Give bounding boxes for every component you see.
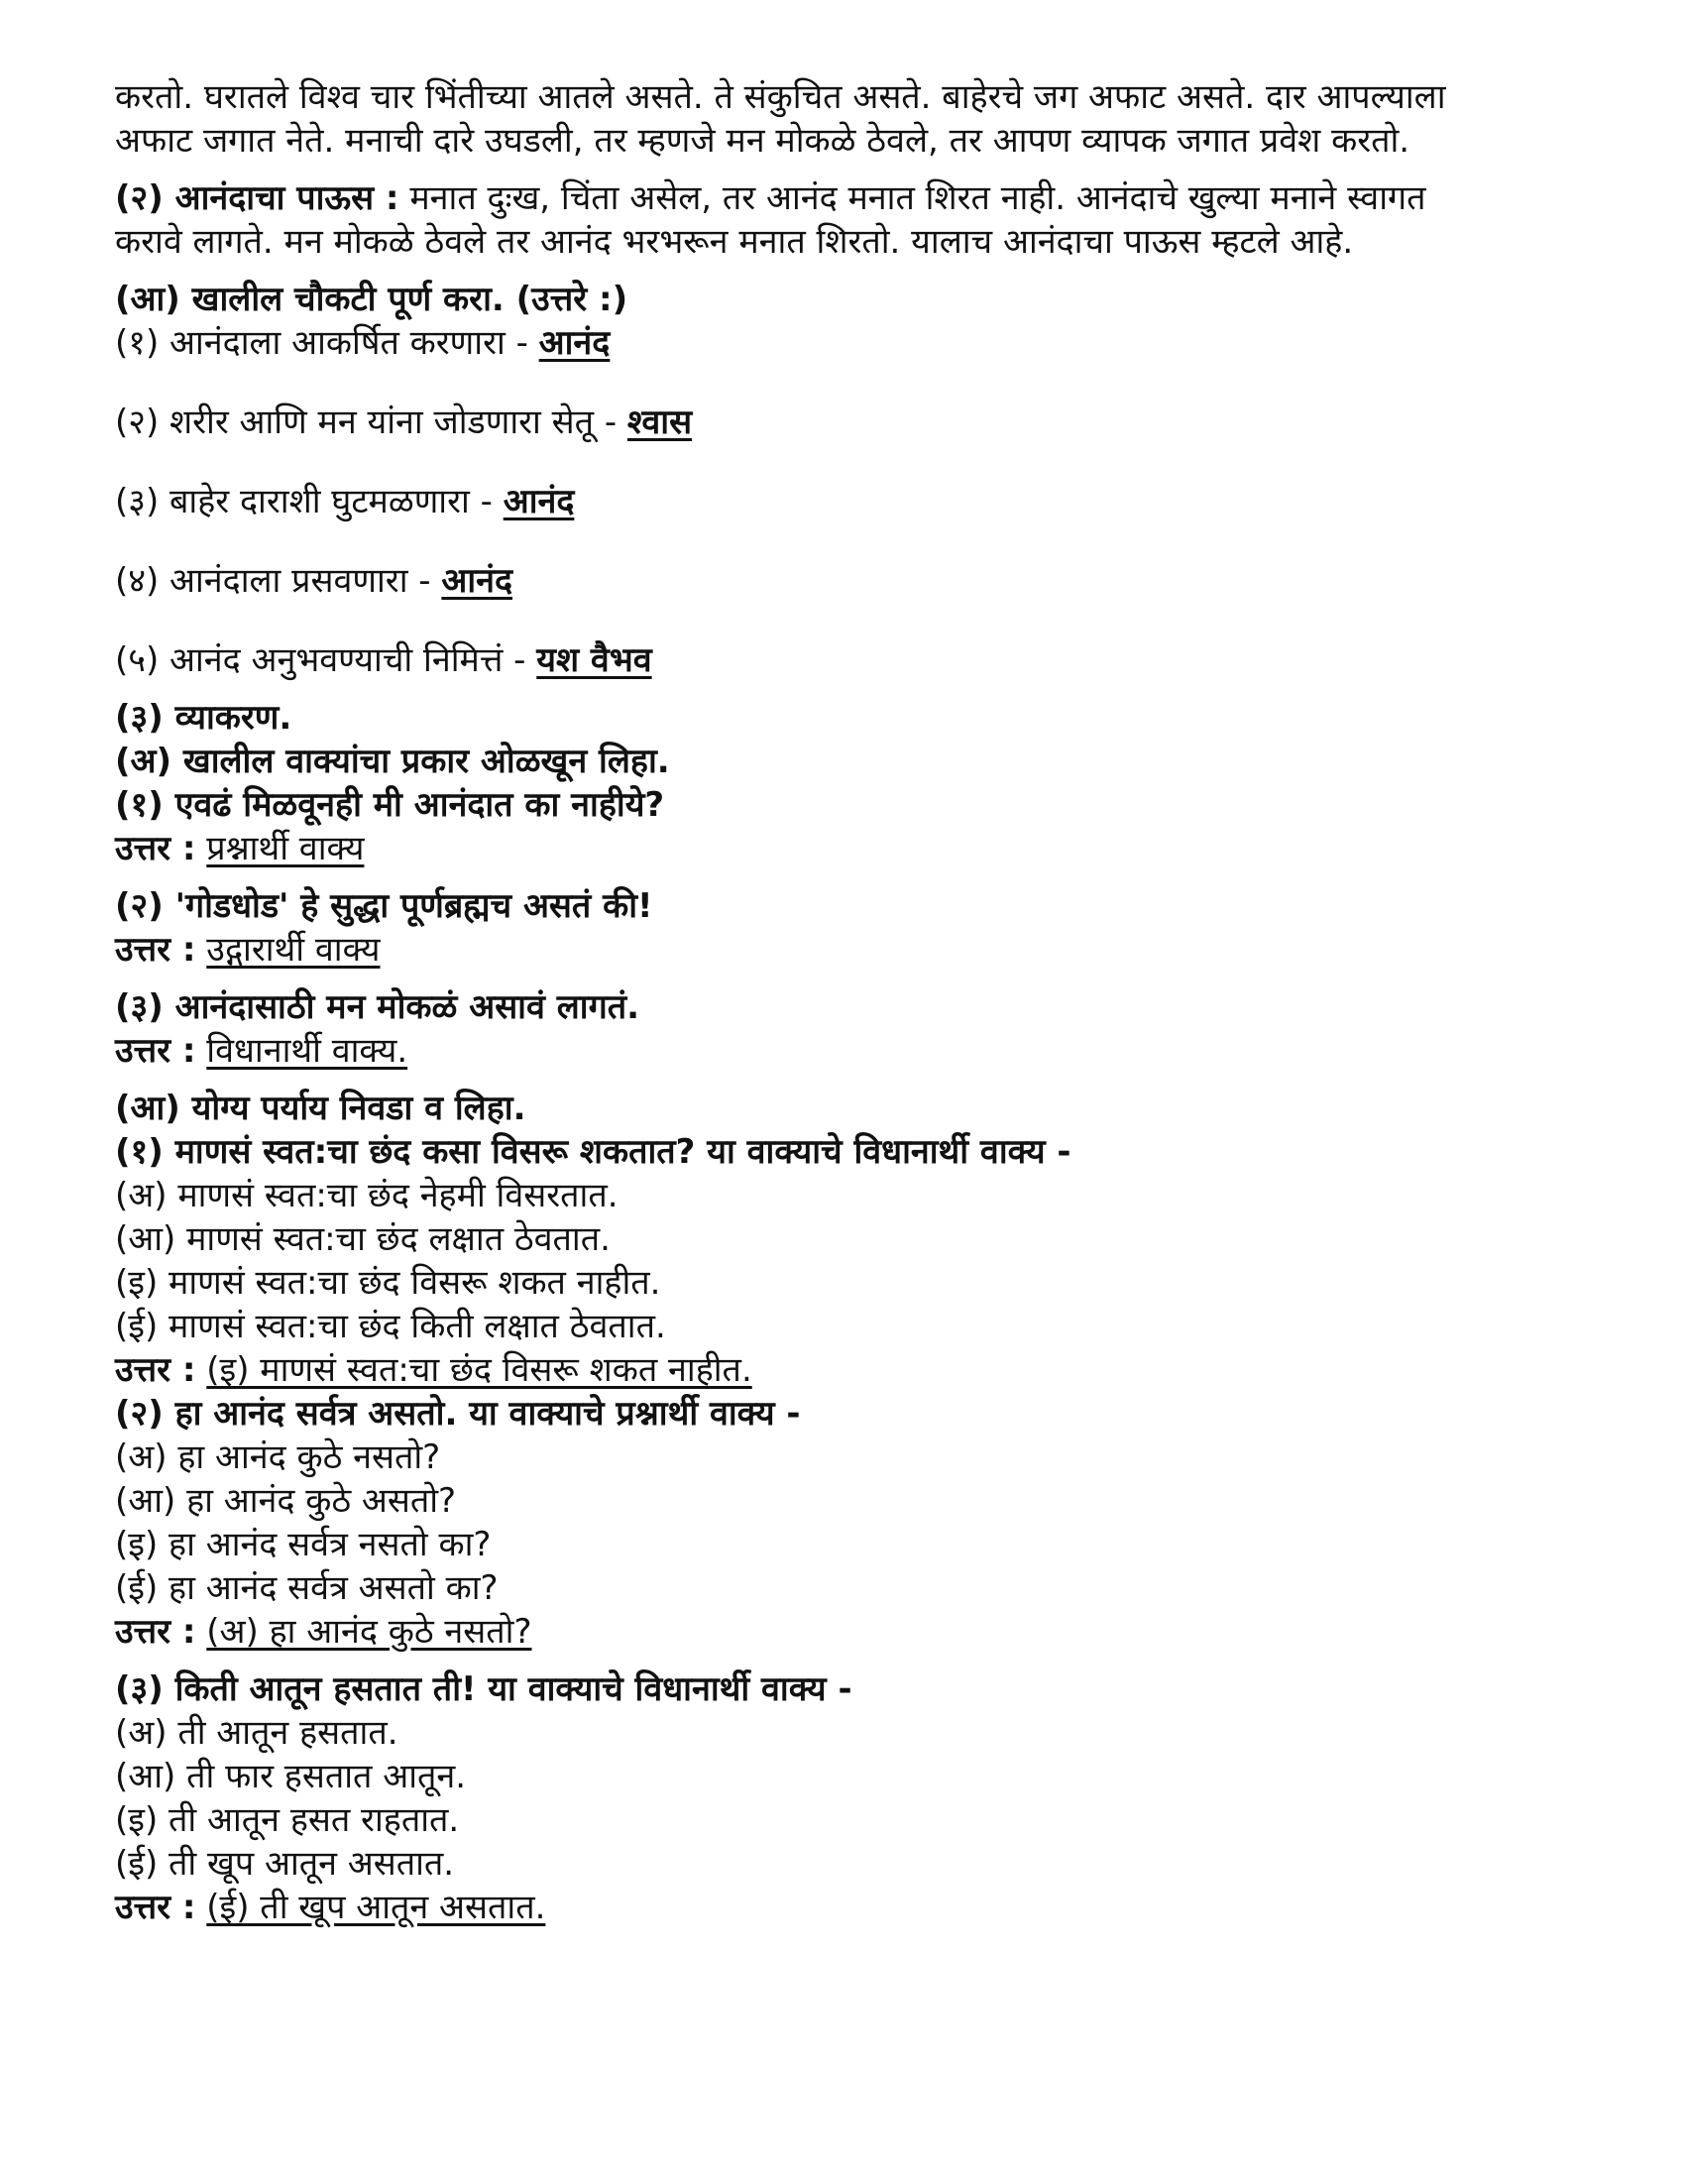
fill-answer: श्वास — [626, 402, 693, 442]
grammar-a-question-2: (२) 'गोडधोड' हे सुद्धा पूर्णब्रह्मच असतं की! — [115, 886, 653, 926]
answer-value: प्रश्नार्थी वाक्य — [206, 829, 365, 868]
grammar-b-question-3: (३) किती आतून हसतात ती! या वाक्याचे विधानार्थी वाक्य - — [115, 1669, 852, 1709]
answer-label: उत्तर : — [115, 1031, 196, 1071]
option: (इ) ती आतून हसत राहतात. — [115, 1800, 460, 1840]
rain-paragraph-line-1 — [115, 176, 1582, 220]
option: (ई) हा आनंद सर्वत्र असतो का? — [115, 1568, 499, 1608]
answer-value: (अ) हा आनंद कुठे नसतो? — [206, 1612, 532, 1652]
fill-question: (१) आनंदाला आकर्षित करणारा - — [115, 323, 539, 363]
intro-line-1: करतो. घरातले विश्व चार भिंतीच्या आतले असते. ते संकुचित असते. बाहेरचे जग अफाट असते. दार आपल्याला — [115, 77, 1446, 117]
document-page — [115, 75, 1582, 1929]
grammar-a-answer-3 — [115, 1029, 1582, 1073]
answer-label: उत्तर : — [115, 1888, 196, 1927]
answer-label: उत्तर : — [115, 1612, 196, 1652]
option: (अ) ती आतून हसतात. — [115, 1713, 398, 1753]
rain-paragraph-line-2: करावे लागते. मन मोकळे ठेवले तर आनंद भरभरून मनात शिरतो. यालाच आनंदाचा पाऊस म्हटले आहे. — [115, 222, 1354, 262]
option: (ई) माणसं स्वत:चा छंद किती लक्षात ठेवतात. — [115, 1307, 666, 1346]
fill-item-1 — [115, 321, 1582, 365]
fill-item-3 — [115, 480, 1582, 523]
option: (इ) माणसं स्वत:चा छंद विसरू शकत नाहीत. — [115, 1263, 661, 1303]
grammar-sub-a-heading: (अ) खालील वाक्यांचा प्रकार ओळखून लिहा. — [115, 742, 670, 781]
option: (आ) माणसं स्वत:चा छंद लक्षात ठेवतात. — [115, 1219, 611, 1259]
fill-question: (४) आनंदाला प्रसवणारा - — [115, 561, 442, 601]
option: (इ) हा आनंद सर्वत्र नसतो का? — [115, 1525, 492, 1564]
fill-item-2 — [115, 401, 1582, 444]
grammar-a-question-1: (१) एवढं मिळवूनही मी आनंदात का नाहीये? — [115, 785, 665, 825]
option: (अ) हा आनंद कुठे नसतो? — [115, 1437, 441, 1477]
answer-value: विधानार्थी वाक्य. — [206, 1031, 408, 1071]
grammar-b-question-1: (१) माणसं स्वत:चा छंद कसा विसरू शकतात? या वाक्याचे विधानार्थी वाक्य - — [115, 1132, 1071, 1172]
fill-item-4 — [115, 559, 1582, 603]
fill-answer: आनंद — [503, 482, 575, 521]
grammar-sub-b-heading: (आ) योग्य पर्याय निवडा व लिहा. — [115, 1089, 526, 1128]
fill-answer: आनंद — [538, 323, 611, 363]
rain-label: (२) आनंदाचा पाऊस : — [115, 178, 399, 218]
answer-value: उद्गारार्थी वाक्य — [206, 930, 381, 970]
fill-heading: (आ) खालील चौकटी पूर्ण करा. (उत्तरे :) — [115, 280, 628, 319]
fill-question: (५) आनंद अनुभवण्याची निमित्तं - — [115, 640, 537, 680]
option: (आ) हा आनंद कुठे असतो? — [115, 1481, 457, 1521]
answer-value: (ई) ती खूप आतून असतात. — [206, 1888, 546, 1927]
rain-text-1: मनात दुःख, चिंता असेल, तर आनंद मनात शिरत नाही. आनंदाचे खुल्या मनाने स्वागत — [398, 178, 1426, 218]
fill-answer: यश वैभव — [536, 640, 652, 680]
option: (आ) ती फार हसतात आतून. — [115, 1757, 467, 1796]
fill-item-5 — [115, 638, 1582, 682]
grammar-b-answer-1 — [115, 1348, 1582, 1392]
answer-value: (इ) माणसं स्वत:चा छंद विसरू शकत नाहीत. — [206, 1350, 752, 1390]
answer-label: उत्तर : — [115, 1350, 196, 1390]
answer-label: उत्तर : — [115, 930, 196, 970]
fill-question: (२) शरीर आणि मन यांना जोडणारा सेतू - — [115, 402, 627, 442]
fill-answer: आनंद — [441, 561, 513, 601]
grammar-b-answer-3 — [115, 1886, 1582, 1929]
fill-question: (३) बाहेर दाराशी घुटमळणारा - — [115, 482, 504, 521]
grammar-heading: (३) व्याकरण. — [115, 698, 292, 738]
answer-label: उत्तर : — [115, 829, 196, 868]
grammar-a-question-3: (३) आनंदासाठी मन मोकळं असावं लागतं. — [115, 987, 640, 1027]
grammar-a-answer-1 — [115, 827, 1582, 870]
grammar-b-answer-2 — [115, 1610, 1582, 1654]
option: (ई) ती खूप आतून असतात. — [115, 1844, 455, 1884]
grammar-b-question-2: (२) हा आनंद सर्वत्र असतो. या वाक्याचे प्रश्नार्थी वाक्य - — [115, 1394, 801, 1434]
intro-line-2: अफाट जगात नेते. मनाची दारे उघडली, तर म्हणजे मन मोकळे ठेवले, तर आपण व्यापक जगात प्रवेश करतो. — [115, 121, 1410, 161]
option: (अ) माणसं स्वत:चा छंद नेहमी विसरतात. — [115, 1176, 619, 1215]
grammar-a-answer-2 — [115, 928, 1582, 972]
